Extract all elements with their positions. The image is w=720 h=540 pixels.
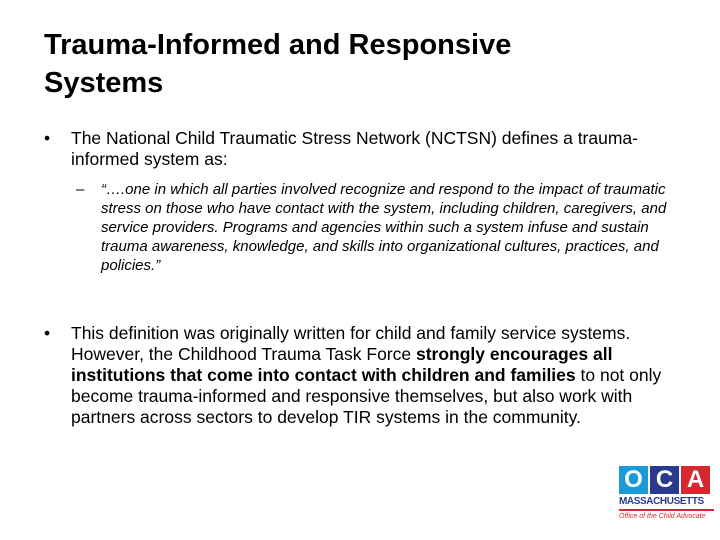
- logo-office-name: Office of the Child Advocate: [619, 513, 706, 520]
- bullet-mark: •: [44, 323, 51, 343]
- logo-letter-a: A: [681, 466, 710, 494]
- oca-logo: [619, 466, 714, 532]
- logo-letter-o: O: [619, 466, 648, 494]
- bullet-text-bold: strongly encourages all institutions that come into contact with children and families: [71, 344, 613, 385]
- slide-title-line-1: Trauma-Informed and Responsive: [44, 29, 512, 61]
- sub-bullet-mark: –: [76, 181, 85, 198]
- bullet-text-part-2: to not only become trauma-informed and responsive themselves, but also work with partners across sectors to develop TIR systems in the community.: [71, 365, 662, 427]
- bullet-mark: •: [44, 128, 51, 148]
- logo-letter-c: C: [650, 466, 679, 494]
- sub-bullet-quote: [76, 180, 674, 275]
- bullet-row: [44, 128, 674, 170]
- bullet-row: [44, 323, 674, 428]
- bullet-task-force: [44, 323, 674, 428]
- bullet-nctsn-definition: [44, 128, 674, 275]
- slide-title: [44, 26, 684, 102]
- bullet-text: The National Child Traumatic Stress Network (NCTSN) defines a trauma-informed system as:: [71, 128, 638, 169]
- logo-letters: [619, 466, 714, 494]
- quote-text: “….one in which all parties involved recognize and respond to the impact of traumatic stress on those who have contact with the system, including children, caregivers, and service providers. Programs and agencies within such a system infuse and sustain trauma awareness, knowledge, and skills into organizational cultures, practices, and policies.”: [101, 181, 667, 274]
- slide-title-line-2: Systems: [44, 67, 164, 99]
- logo-divider: [619, 509, 714, 511]
- logo-state-name: MASSACHUSETTS: [619, 496, 704, 507]
- bullet-text-part-1: This definition was originally written for child and family service systems. However, the Childhood Trauma Task Force: [71, 323, 631, 364]
